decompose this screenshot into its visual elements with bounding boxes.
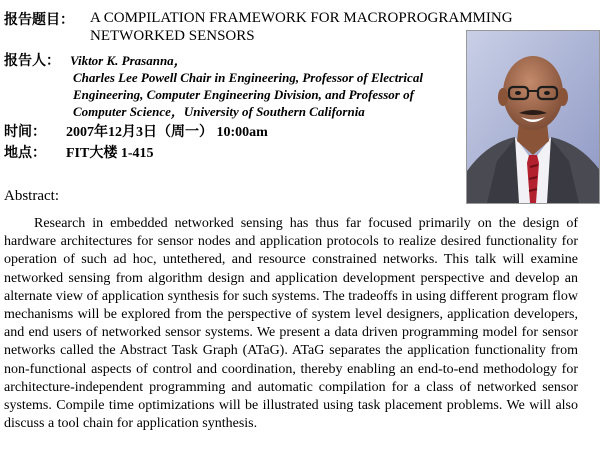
abstract-heading: Abstract: bbox=[4, 188, 59, 204]
speaker-info bbox=[70, 52, 470, 120]
time-label: 时间： bbox=[4, 124, 46, 140]
speaker-affiliation-line: Computer Science，University of Southern California bbox=[73, 104, 365, 119]
speaker-affiliation-line: Charles Lee Powell Chair in Engineering, Professor of Electrical bbox=[73, 70, 423, 85]
title-label: 报告题目： bbox=[4, 12, 74, 28]
abstract-body: Research in embedded networked sensing has thus far focused primarily on the design of hardware architectures for sensor nodes and application protocols to realize desired functionality for operation of such ad hoc, untethered, and resource constrained networks. This talk will examine networked sensing from algorithm design and application development perspective and develop an alternate view of application synthesis for such systems. The tradeoffs in using different program flow mechanisms will be explored from the perspective of system level designers, application developers, and end users of networked sensor systems. We present a data driven programming model for sensor networks called the Abstract Task Graph (ATaG). ATaG separates the application functionality from non-functional aspects of control and coordination, thereby enabling an end-to-end methodology for architecture-independent programming and automatic compilation for a class of networked sensor systems. Compile time optimizations will be illustrated using task placement problems. We will also discuss a tool chain for application synthesis. bbox=[4, 216, 578, 432]
talk-title-line-1: A COMPILATION FRAMEWORK FOR MACROPROGRAMMING bbox=[90, 10, 513, 26]
place-value: FIT大楼 1-415 bbox=[66, 146, 154, 161]
speaker-affiliation-line: Engineering, Computer Engineering Division, and Professor of bbox=[73, 87, 414, 102]
time-value: 2007年12月3日（周一） 10:00am bbox=[66, 125, 268, 140]
speaker-photo bbox=[466, 30, 600, 204]
place-label: 地点： bbox=[4, 145, 46, 161]
talk-title-line-2: NETWORKED SENSORS bbox=[90, 28, 255, 44]
speaker-label: 报告人： bbox=[4, 53, 60, 69]
speaker-name: Viktor K. Prasanna， bbox=[70, 53, 187, 68]
